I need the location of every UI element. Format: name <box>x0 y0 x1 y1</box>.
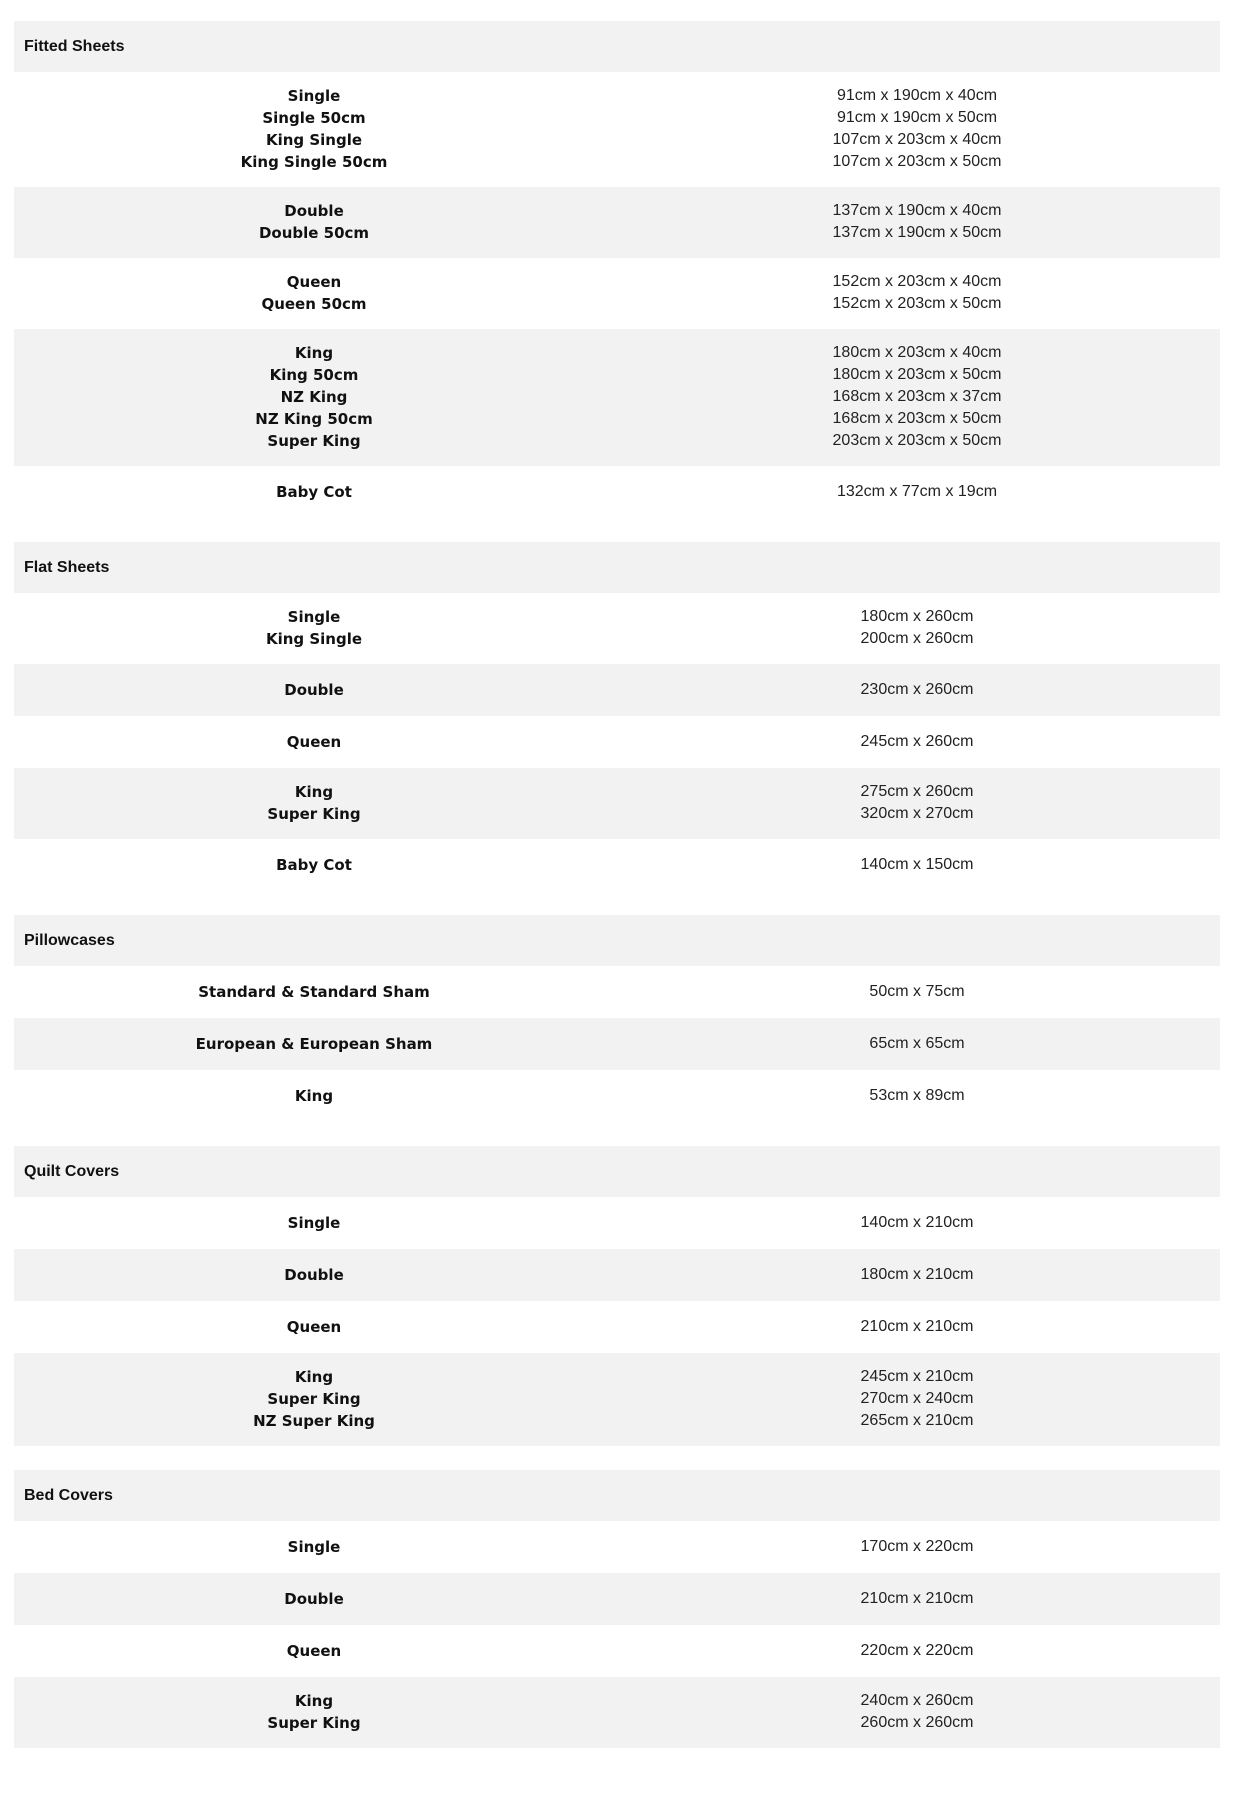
section-title: Fitted Sheets <box>14 21 1220 72</box>
size-name: Double <box>284 1265 344 1284</box>
size-name: NZ King 50cm <box>255 410 373 428</box>
size-name: Single <box>287 87 341 105</box>
section-title: Pillowcases <box>14 915 1220 966</box>
table-row <box>14 1249 1220 1301</box>
size-name: Queen <box>286 273 342 291</box>
dimension-value: 170cm x 220cm <box>860 1537 974 1555</box>
size-name-cell <box>14 606 614 650</box>
table-row <box>14 329 1220 466</box>
size-name: Single <box>287 1213 341 1232</box>
size-section <box>14 21 1220 518</box>
dimension-cell <box>614 342 1220 452</box>
dimension-cell <box>614 1536 1220 1558</box>
section-title: Flat Sheets <box>14 542 1220 593</box>
size-name: King <box>294 783 334 801</box>
size-name: Double <box>284 1589 344 1608</box>
dimension-value: 91cm x 190cm x 40cm <box>836 87 998 104</box>
size-section <box>14 1470 1220 1748</box>
dimension-value: 53cm x 89cm <box>869 1086 965 1104</box>
dimension-value: 180cm x 203cm x 40cm <box>832 344 1002 361</box>
dimension-value: 270cm x 240cm <box>860 1390 974 1407</box>
table-row <box>14 1301 1220 1353</box>
size-section <box>14 1146 1220 1446</box>
table-row <box>14 1018 1220 1070</box>
size-name-cell <box>14 731 614 753</box>
dimension-cell <box>614 271 1220 315</box>
dimension-value: 152cm x 203cm x 50cm <box>832 295 1002 312</box>
dimension-value: 180cm x 203cm x 50cm <box>832 366 1002 383</box>
size-name-cell <box>14 1366 614 1432</box>
size-name: Double <box>284 680 344 699</box>
size-name-cell <box>14 679 614 701</box>
section-title: Bed Covers <box>14 1470 1220 1521</box>
dimension-value: 168cm x 203cm x 37cm <box>832 388 1002 405</box>
dimension-value: 65cm x 65cm <box>869 1034 965 1052</box>
size-name-cell <box>14 781 614 825</box>
dimension-value: 140cm x 210cm <box>860 1213 974 1231</box>
dimension-value: 137cm x 190cm x 40cm <box>832 202 1002 219</box>
size-name: Super King <box>267 1390 361 1408</box>
size-name: Single <box>287 608 341 626</box>
dimension-value: 260cm x 260cm <box>860 1714 974 1731</box>
size-name-cell <box>14 1264 614 1286</box>
dimension-value: 168cm x 203cm x 50cm <box>832 410 1002 427</box>
size-name: Double 50cm <box>258 224 370 242</box>
table-row <box>14 466 1220 518</box>
size-name: Single <box>287 1537 341 1556</box>
dimension-value: 107cm x 203cm x 40cm <box>832 131 1002 148</box>
size-name: King <box>294 1368 334 1386</box>
size-name: Super King <box>267 1714 361 1732</box>
size-name: Baby Cot <box>276 855 352 874</box>
size-name: Baby Cot <box>276 482 352 501</box>
size-name: King 50cm <box>269 366 359 384</box>
size-name: Queen <box>286 1317 342 1336</box>
table-row <box>14 72 1220 187</box>
dimension-cell <box>614 1640 1220 1662</box>
dimension-value: 132cm x 77cm x 19cm <box>836 482 998 500</box>
dimension-value: 152cm x 203cm x 40cm <box>832 273 1002 290</box>
table-row <box>14 966 1220 1018</box>
dimension-value: 275cm x 260cm <box>860 783 974 800</box>
size-name: King <box>294 1692 334 1710</box>
size-name: Super King <box>267 432 361 450</box>
dimension-value: 240cm x 260cm <box>860 1692 974 1709</box>
dimension-cell <box>614 1264 1220 1286</box>
table-row <box>14 1197 1220 1249</box>
dimension-cell <box>614 1212 1220 1234</box>
size-name-cell <box>14 200 614 244</box>
dimension-value: 245cm x 260cm <box>860 732 974 750</box>
size-name: Queen 50cm <box>261 295 367 313</box>
size-name-cell <box>14 1085 614 1107</box>
size-name: King Single <box>265 131 363 149</box>
size-name: Queen <box>286 1641 342 1660</box>
size-name: King Single <box>265 630 363 648</box>
table-row <box>14 1521 1220 1573</box>
dimension-cell <box>614 1085 1220 1107</box>
table-row <box>14 768 1220 839</box>
dimension-value: 320cm x 270cm <box>860 805 974 822</box>
dimension-value: 265cm x 210cm <box>860 1412 974 1429</box>
size-name-cell <box>14 1033 614 1055</box>
dimension-value: 50cm x 75cm <box>869 982 965 1000</box>
dimension-value: 245cm x 210cm <box>860 1368 974 1385</box>
size-name: Single 50cm <box>262 109 366 127</box>
size-name: Double <box>284 202 344 220</box>
dimension-cell <box>614 1316 1220 1338</box>
size-name-cell <box>14 1588 614 1610</box>
size-name: Standard & Standard Sham <box>198 982 430 1001</box>
dimension-value: 140cm x 150cm <box>860 855 974 873</box>
dimension-cell <box>614 981 1220 1003</box>
size-name-cell <box>14 342 614 452</box>
dimension-cell <box>614 1366 1220 1432</box>
table-row <box>14 664 1220 716</box>
table-row <box>14 258 1220 329</box>
size-name-cell <box>14 85 614 173</box>
size-section <box>14 542 1220 891</box>
table-row <box>14 839 1220 891</box>
dimension-value: 91cm x 190cm x 50cm <box>836 109 998 126</box>
size-name-cell <box>14 1690 614 1734</box>
dimension-value: 107cm x 203cm x 50cm <box>832 153 1002 170</box>
size-name-cell <box>14 481 614 503</box>
dimension-value: 180cm x 210cm <box>860 1265 974 1283</box>
dimension-value: 210cm x 210cm <box>860 1589 974 1607</box>
dimension-cell <box>614 1033 1220 1055</box>
table-row <box>14 187 1220 258</box>
dimension-cell <box>614 85 1220 173</box>
dimension-cell <box>614 1690 1220 1734</box>
size-name-cell <box>14 1212 614 1234</box>
size-name-cell <box>14 1536 614 1558</box>
size-name-cell <box>14 1316 614 1338</box>
table-row <box>14 716 1220 768</box>
dimension-cell <box>614 481 1220 503</box>
size-name: King <box>294 1086 334 1105</box>
table-row <box>14 1070 1220 1122</box>
dimension-cell <box>614 731 1220 753</box>
table-row <box>14 1677 1220 1748</box>
dimension-value: 210cm x 210cm <box>860 1317 974 1335</box>
section-title: Quilt Covers <box>14 1146 1220 1197</box>
size-name-cell <box>14 271 614 315</box>
size-name: Queen <box>286 732 342 751</box>
dimension-cell <box>614 781 1220 825</box>
size-name: NZ King <box>280 388 348 406</box>
dimension-value: 137cm x 190cm x 50cm <box>832 224 1002 241</box>
dimension-cell <box>614 606 1220 650</box>
dimension-cell <box>614 679 1220 701</box>
size-name: European & European Sham <box>195 1034 433 1053</box>
dimension-cell <box>614 1588 1220 1610</box>
dimension-cell <box>614 200 1220 244</box>
table-row <box>14 593 1220 664</box>
size-name: Super King <box>267 805 361 823</box>
dimension-cell <box>614 854 1220 876</box>
dimension-value: 200cm x 260cm <box>860 630 974 647</box>
size-name: NZ Super King <box>253 1412 375 1430</box>
dimension-value: 230cm x 260cm <box>860 680 974 698</box>
table-row <box>14 1625 1220 1677</box>
dimension-value: 220cm x 220cm <box>860 1641 974 1659</box>
size-name: King <box>294 344 334 362</box>
dimension-value: 180cm x 260cm <box>860 608 974 625</box>
size-name-cell <box>14 981 614 1003</box>
size-chart <box>14 21 1220 1748</box>
dimension-value: 203cm x 203cm x 50cm <box>832 432 1002 449</box>
size-section <box>14 915 1220 1122</box>
size-name-cell <box>14 1640 614 1662</box>
size-name-cell <box>14 854 614 876</box>
table-row <box>14 1353 1220 1446</box>
size-name: King Single 50cm <box>240 153 388 171</box>
table-row <box>14 1573 1220 1625</box>
